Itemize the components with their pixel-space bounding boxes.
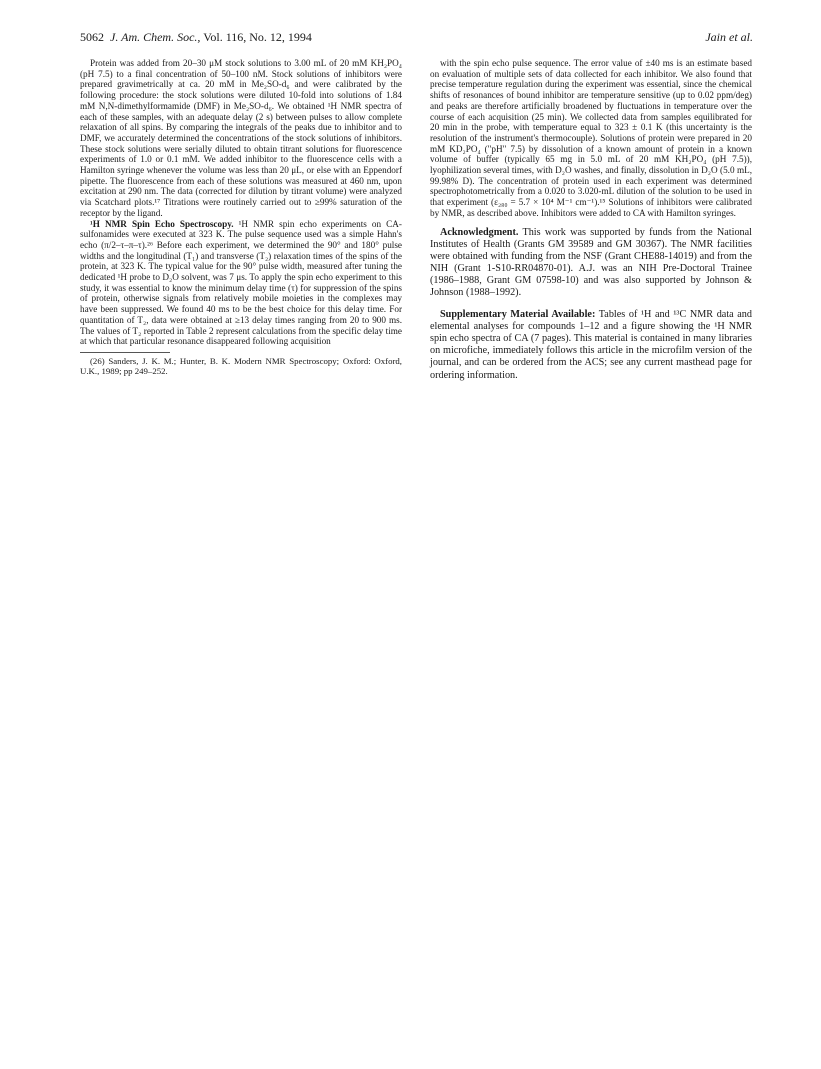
supplementary-paragraph [430, 309, 752, 382]
supplementary-heading: Supplementary Material Available: [440, 309, 596, 321]
supplementary-body: Tables of ¹H and ¹³C NMR data and elemental analyses for compounds 1–12 and a figure showing the ¹H NMR spin echo spectra of CA (7 pages). This material is contained in many libraries on microfiche, immediately follows this article in the microfilm version of the journal, and can be ordered from the ACS; see any current masthead page for ordering information. [430, 309, 752, 381]
spin-echo-body: ¹H NMR spin echo experiments on CA-sulfonamides were executed at 323 K. The pulse sequence used was a simple Hahn's echo (π/2–τ–π–τ).²⁶ Before each experiment, we determined the 90° and 180° pulse widths and the longitudinal (T₁) and transverse (T₂) relaxation times of the spins of the protein, at 323 K. The typical value for the 90° pulse width, measured after tuning the dedicated ¹H probe to D₂O solvent, was 7 μs. To apply the spin echo experiment to this study, it was essential to know the minimum delay time (τ) for suppression of the spins of protein, otherwise signals from relatively mobile moieties in the complexes may have been suppressed. We found 40 ms to be the best choice for this delay time. For quantitation of T₂, data were obtained at ≥13 delay times ranging from 20 to 900 ms. The values of T₂ reported in Table 2 represent calculations from the specific delay time at which that particular resonance disappeared following acquisition [80, 218, 402, 347]
right-column [430, 58, 752, 382]
left-column [80, 58, 402, 376]
footnote-26: (26) Sanders, J. K. M.; Hunter, B. K. Modern NMR Spectroscopy; Oxford: Oxford, U.K., 1989; pp 249–252. [80, 355, 402, 377]
acknowledgment-paragraph [430, 227, 752, 300]
spin-echo-paragraph [80, 219, 402, 347]
acknowledgment-heading: Acknowledgment. [440, 226, 519, 238]
footnote-block [80, 356, 402, 376]
header-authors: Jain et al. [705, 30, 753, 44]
methods-paragraph-continued: with the spin echo pulse sequence. The error value of ±40 ms is an estimate based on evaluation of multiple sets of data collected for each inhibitor. We also found that precise temperature regulation during the experiment was essential, since the chemical shifts of resonances of bound inhibitor are temperature sensitive (up to 0.02 ppm/deg) and peaks are therefore artificially broadened by fluctuations in temperature over the course of each acquisition (25 min). We collected data from samples equilibrated for 20 min in the probe, with temperature equal to 323 ± 0.1 K (this uncertainty is the resolution of the instrument's thermocouple). Solutions of protein were prepared in 20 mM KD₂PO₄ ("pH" 7.5) by dissolution of a known amount of protein in a known volume of buffer (typically 65 mg in 5.0 mL of 20 mM KH₂PO₄ (pH 7.5)), lyophilization several times, with D₂O washes, and finally, dissolution in D₂O (5.0 mL, 99.98% D). The concentration of protein used in each experiment was determined spectrophotometrically from a 0.020 to 3.020-mL dilution of the solution to be used in that experiment (ε₂₈₀ = 5.7 × 10⁴ M⁻¹ cm⁻¹).¹⁵ Solutions of inhibitors were calibrated by NMR, as described above. Inhibitors were added to CA with Hamilton syringes. [430, 58, 752, 218]
journal-name: J. Am. Chem. Soc., [110, 30, 201, 44]
volume-info: Vol. 116, No. 12, 1994 [203, 30, 312, 44]
methods-paragraph-fluorescence: Protein was added from 20–30 μM stock solutions to 3.00 mL of 20 mM KH₂PO₄ (pH 7.5) to a final concentration of 50–100 nM. Stock solutions of inhibitors were prepared gravimetrically at ca. 20 mM in Me₂SO-d₆ and were calibrated by the following procedure: the stock solutions were diluted 10-fold into solutions of 1.84 mM N,N-dimethylformamide (DMF) in Me₂SO-d₆. We obtained ¹H NMR spectra of each of these samples, with an adequate delay (2 s) between pulses to allow complete relaxation of all spins. By comparing the integrals of the peaks due to inhibitor and to DMF, we accurately determined the concentrations of the stock solutions of inhibitors. These stock solutions were serially diluted to obtain titrant solutions for fluorescence experiments of 1.0 or 0.1 mM. We added inhibitor to the fluorescence cells with a Hamilton syringe whenever the volume was less than 20 μL, or else with an Eppendorf pipette. The fluorescence from each of these solutions was measured at 460 nm, upon excitation at 290 nm. The data (corrected for dilution by titrant volume) were analyzed via Scatchard plots.¹⁷ Titrations were routinely carried out to ≥99% saturation of the receptor by the ligand. [80, 58, 402, 218]
page-number: 5062 [80, 30, 104, 44]
acknowledgment-body: This work was supported by funds from the National Institutes of Health (Grants GM 39589 and GM 30367). The NMR facilities were obtained with funding from the NSF (Grant CHE88-14019) and from the NIH (Grant 1-S10-RR04870-01). A.J. was an NIH Pre-Doctoral Trainee (1986–1988, Grant GM 07598-10) and was also supported by Johnson & Johnson (1988–1992). [430, 226, 752, 299]
footnote-divider [80, 352, 170, 353]
spin-echo-heading: ¹H NMR Spin Echo Spectroscopy. [90, 218, 234, 229]
header-left [80, 30, 312, 45]
running-header [80, 30, 753, 48]
